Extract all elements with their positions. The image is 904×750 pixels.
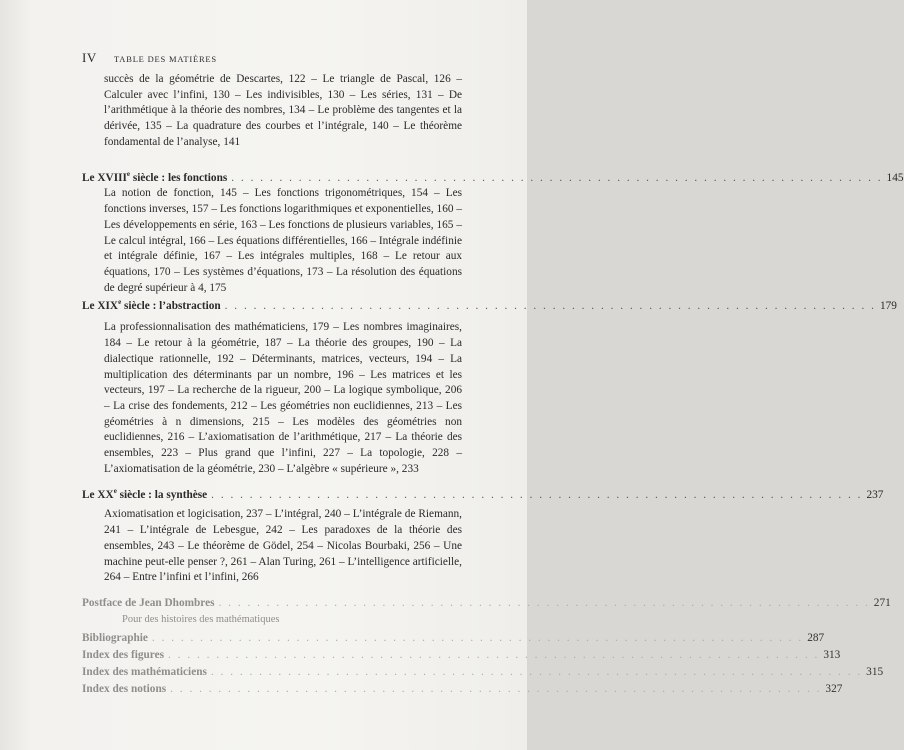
leader-dots: . . . . . . . . . . . . . . . . . . . . . . . . . . . . . . . . . . . . . . . . . . . . . . . . . . . . . . . . . . . . . . . . . . . . xyxy=(170,683,822,695)
leader-dots: . . . . . . . . . . . . . . . . . . . . . . . . . . . . . . . . . . . . . . . . . . . . . . . . . . . . . . . . . . . . . . . . . . . . xyxy=(211,488,863,501)
leader-dots: . . . . . . . . . . . . . . . . . . . . . . . . . . . . . . . . . . . . . . . . . . . . . . . . . . . . . . . . . . . . . . . . . . . . xyxy=(151,632,804,644)
toc-entry[interactable] xyxy=(82,484,884,503)
section-18th-century xyxy=(82,167,904,296)
entry-title: Bibliographie xyxy=(82,632,148,644)
entry-page: 237 xyxy=(866,488,884,501)
intro-paragraph: succès de la géométrie de Descartes, 122 – Le triangle de Pascal, 126 – Calculer avec l’infini, 130 – Les indivisibles, 130 – Les séries, 131 – De l’arithmétique à la théorie des nombres, 134 – Le problème des tangentes et la dérivée, 135 – La quadrature des courbes et l’intégrale, 140 – Le théorème fondamental de l’analyse, 141 xyxy=(104,73,462,148)
section-body: Axiomatisation et logicisation, 237 – L’intégral, 240 – L’intégrale de Riemann, 241 – L’intégrale de Lebesgue, 242 – Les paradoxes de la théorie des ensembles, 243 – Le théorème de Gödel, 254 – Nicolas Bourbaki, 256 – Une machine peut-elle penser ?, 261 – Alan Turing, 261 – L’intelligence artificielle, 264 – Entre l’infini et l’infini, 266 xyxy=(104,508,462,584)
entry-title: Index des mathématiciens xyxy=(82,666,207,678)
section-19th-century xyxy=(82,295,897,478)
entry-title: Postface de Jean Dhombres xyxy=(82,597,215,609)
entry-page: 145 xyxy=(886,171,904,184)
leader-dots: . . . . . . . . . . . . . . . . . . . . . . . . . . . . . . . . . . . . . . . . . . . . . . . . . . . . . . . . . . . . . . . . . . . . xyxy=(231,171,883,184)
page-header xyxy=(82,50,217,66)
entry-title: Le XVIIIe siècle : les fonctions xyxy=(82,170,228,184)
entry-page: 315 xyxy=(866,666,884,678)
toc-entry-index-notions[interactable] xyxy=(82,681,843,698)
toc-entry-postface[interactable] xyxy=(82,596,891,612)
page-number: IV xyxy=(82,50,97,65)
section-body: La notion de fonction, 145 – Les fonctions trigonométriques, 154 – Les fonctions inverses, 157 – Les fonctions logarithmiques et exponentielles, 160 – Les développements en série, 163 – Les fonctions de plusieurs variables, 165 – Le calcul intégral, 166 – Les équations différentielles, 166 – Intégrale indéfinie et intégrale définie, 167 – Les intégrales multiples, 168 – Le retour aux équations, 170 – Les systèmes d’équations, 173 – La résolution des équations de degré supérieur à 4, 175 xyxy=(104,187,462,294)
entry-title: Le XXe siècle : la synthèse xyxy=(82,487,208,501)
index-block xyxy=(82,630,884,698)
toc-entry[interactable] xyxy=(82,167,904,186)
postface-block xyxy=(82,596,891,627)
entry-page: 327 xyxy=(825,683,843,695)
entry-title: Index des figures xyxy=(82,649,165,661)
toc-entry-index-figures[interactable] xyxy=(82,647,841,664)
leader-dots: . . . . . . . . . . . . . . . . . . . . . . . . . . . . . . . . . . . . . . . . . . . . . . . . . . . . . . . . . . . . . . . . . . . . xyxy=(218,597,870,609)
toc-entry-index-mathematicians[interactable] xyxy=(82,664,884,681)
section-20th-century xyxy=(82,484,884,586)
intro-block xyxy=(82,72,462,151)
entry-title: Index des notions xyxy=(82,683,167,695)
postface-subtitle: Pour des histoires des mathématiques xyxy=(122,613,280,625)
leader-dots: . . . . . . . . . . . . . . . . . . . . . . . . . . . . . . . . . . . . . . . . . . . . . . . . . . . . . . . . . . . . . . . . . . . . xyxy=(168,649,820,661)
entry-page: 313 xyxy=(823,649,841,661)
leader-dots: . . . . . . . . . . . . . . . . . . . . . . . . . . . . . . . . . . . . . . . . . . . . . . . . . . . . . . . . . . . . . . . . . . . . xyxy=(224,299,876,312)
entry-page: 287 xyxy=(807,632,825,644)
section-body: La professionnalisation des mathématiciens, 179 – Les nombres imaginaires, 184 – Le retour à la géométrie, 187 – La théorie des groupes, 190 – La dialectique rationnelle, 192 – Déterminants, matrices, vecteurs, 194 – La multiplication des déterminants par un nombre, 196 – Les matrices et les vecteurs, 197 – La recherche de la rigueur, 200 – La logique symbolique, 206 – La crise des fondements, 212 – Les géométries non euclidiennes, 213 – Les géométries à n dimensions, 215 – Les modèles des géométries non euclidiennes, 216 – L’axiomatisation de l’arithmétique, 217 – La théorie des ensembles, 223 – Plus grand que l’infini, 227 – La topologie, 228 – L’axiomatisation de la géométrie, 230 – L’algèbre « supérieure », 233 xyxy=(104,321,462,475)
leader-dots: . . . . . . . . . . . . . . . . . . . . . . . . . . . . . . . . . . . . . . . . . . . . . . . . . . . . . . . . . . . . . . . . . . . . xyxy=(210,666,863,678)
entry-title: Le XIXe siècle : l’abstraction xyxy=(82,298,221,312)
toc-entry-bibliography[interactable] xyxy=(82,630,825,647)
entry-page: 179 xyxy=(879,299,897,312)
running-title: TABLE DES MATIÈRES xyxy=(113,54,217,64)
entry-page: 271 xyxy=(873,597,891,609)
toc-entry[interactable] xyxy=(82,295,897,314)
